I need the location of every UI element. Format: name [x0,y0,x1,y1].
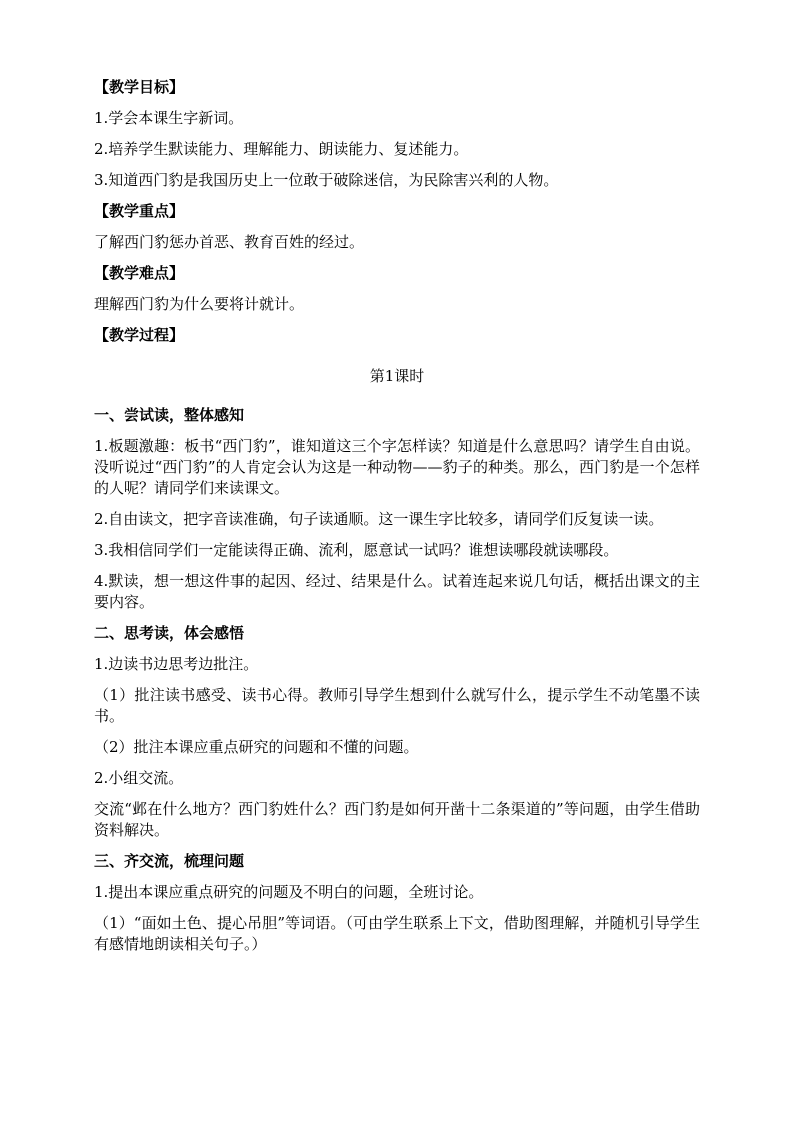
section-paragraph: 交流“邺在什么地方？西门豹姓什么？西门豹是如何开凿十二条渠道的”等问题，由学生借助资料解决。 [94,800,700,839]
process-heading: 【教学过程】 [94,326,185,344]
section-heading: 一、尝试读，整体感知 [94,406,245,424]
section-paragraph: 1.板题激趣：板书“西门豹”，谁知道这三个字怎样读？知道是什么意思吗？请学生自由说。没听说过“西门豹”的人肯定会认为这是一种动物——豹子的种类。那么，西门豹是一个怎样的人呢？请同学们来读课文。 [94,437,700,497]
section-paragraph: （1）批注读书感受、读书心得。教师引导学生想到什么就写什么，提示学生不动笔墨不读书。 [94,686,700,725]
difficulties-heading: 【教学难点】 [94,264,185,282]
key-points-text: 了解西门豹惩办首恶、教育百姓的经过。 [94,233,365,251]
document-page [94,77,700,965]
section-heading: 三、齐交流，梳理问题 [94,852,245,870]
section-paragraph: 1.提出本课应重点研究的问题及不明白的问题，全班讨论。 [94,883,484,901]
objectives-heading: 【教学目标】 [94,78,185,96]
difficulties-text: 理解西门豹为什么要将计就计。 [94,295,305,313]
objective-item: 3.知道西门豹是我国历史上一位敢于破除迷信，为民除害兴利的人物。 [94,171,559,189]
section-paragraph: 4.默读，想一想这件事的起因、经过、结果是什么。试着连起来说几句话，概括出课文的主要内容。 [94,572,700,611]
objective-item: 2.培养学生默读能力、理解能力、朗读能力、复述能力。 [94,140,469,158]
lesson-title: 第1课时 [369,367,425,385]
objective-item: 1.学会本课生字新词。 [94,109,244,127]
section-paragraph: 3.我相信同学们一定能读得正确、流利，愿意试一试吗？谁想读哪段就读哪段。 [94,541,619,559]
section-paragraph: （1）“面如土色、提心吊胆”等词语。（可由学生联系上下文，借助图理解，并随机引导学生有感情地朗读相关句子。） [94,914,700,953]
section-heading: 二、思考读，体会感悟 [94,624,245,642]
section-paragraph: 2.自由读文，把字音读准确，句子读通顺。这一课生字比较多，请同学们反复读一读。 [94,510,664,528]
section-paragraph: 1.边读书边思考边批注。 [94,655,259,673]
section-paragraph: （2）批注本课应重点研究的问题和不懂的问题。 [94,738,419,756]
key-points-heading: 【教学重点】 [94,202,185,220]
section-paragraph: 2.小组交流。 [94,769,184,787]
